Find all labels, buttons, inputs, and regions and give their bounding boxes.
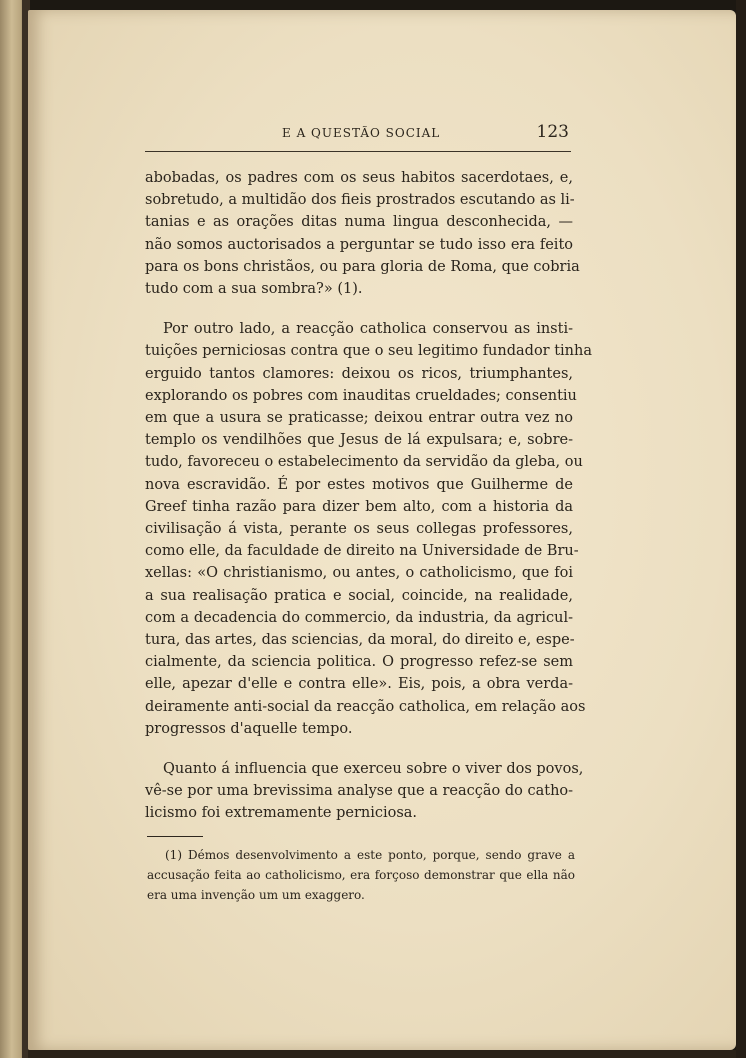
- text-line: tudo, favoreceu o estabelecimento da servidão da gleba, ou: [145, 454, 583, 471]
- body-text: [145, 167, 593, 825]
- text-line: em que a usura se praticasse; deixou entrar outra vez no: [145, 410, 573, 427]
- text-line: não somos auctorisados a perguntar se tudo isso era feito: [145, 236, 573, 253]
- page-number: 123: [536, 122, 569, 142]
- text-line: templo os vendilhões que Jesus de lá expulsara; e, sobre-: [145, 432, 573, 449]
- book-page: [28, 10, 736, 1050]
- footnote-rule: [147, 836, 203, 837]
- running-title: E A QUESTÃO SOCIAL: [282, 126, 441, 140]
- text-line: abobadas, os padres com os seus habitos sacerdotaes, e,: [145, 170, 573, 186]
- right-edge-shadow: [736, 0, 746, 1058]
- text-line: Greef tinha razão para dizer bem alto, com a historia da: [145, 498, 573, 515]
- text-line: com a decadencia do commercio, da industria, da agricul-: [145, 609, 573, 626]
- footnote-line: era uma invenção um um exaggero.: [147, 888, 365, 902]
- text-line: tuições perniciosas contra que o seu legitimo fundador tinha: [145, 343, 593, 360]
- text-line: nova escravidão. É por estes motivos que Guilherme de: [145, 476, 573, 493]
- paragraph-continued: [145, 167, 580, 300]
- paragraph-reaction: [145, 318, 593, 740]
- text-line: a sua realisação pratica e social, coincide, na realidade,: [145, 587, 573, 604]
- text-line: para os bons christãos, ou para gloria de Roma, que cobria: [145, 258, 580, 275]
- bottom-edge-shadow: [28, 1050, 736, 1058]
- footnote-line: accusação feita ao catholicismo, era forçoso demonstrar que ella não: [147, 868, 575, 882]
- footnote-line: (1) Démos desenvolvimento a este ponto, porque, sendo grave a: [165, 848, 575, 862]
- text-line: explorando os pobres com inauditas crueldades; consentiu: [145, 387, 577, 404]
- text-line: cialmente, da sciencia politica. O progresso refez-se sem: [145, 654, 573, 671]
- text-line: elle, apezar d'elle e contra elle». Eis, pois, a obra verda-: [145, 676, 573, 693]
- text-line: progressos d'aquelle tempo.: [145, 720, 353, 737]
- running-head: [145, 121, 571, 152]
- text-line: civilisação á vista, perante os seus collegas professores,: [145, 521, 573, 538]
- text-line: erguido tantos clamores: deixou os ricos, triumphantes,: [145, 365, 573, 382]
- text-line: tanias e as orações ditas numa lingua desconhecida, —: [145, 214, 573, 231]
- text-line: xellas: «O christianismo, ou antes, o catholicismo, que foi: [145, 565, 573, 582]
- text-line: vê-se por uma brevissima analyse que a reacção do catho-: [145, 783, 574, 800]
- text-line: como elle, da faculdade de direito na Universidade de Bru-: [145, 543, 579, 560]
- text-line: Por outro lado, a reacção catholica conservou as insti-: [163, 321, 573, 338]
- footnote: [147, 845, 575, 905]
- text-line: Quanto á influencia que exerceu sobre o viver dos povos,: [163, 761, 584, 778]
- paragraph-influence: [145, 758, 584, 825]
- text-line: deiramente anti-social da reacção catholica, em relação aos: [145, 698, 586, 715]
- text-line: licismo foi extremamente perniciosa.: [145, 805, 418, 822]
- text-line: sobretudo, a multidão dos fieis prostrados escutando as li-: [145, 192, 575, 209]
- text-line: tudo com a sua sombra?» (1).: [145, 281, 363, 298]
- text-line: tura, das artes, das sciencias, da moral, do direito e, espe-: [145, 632, 575, 649]
